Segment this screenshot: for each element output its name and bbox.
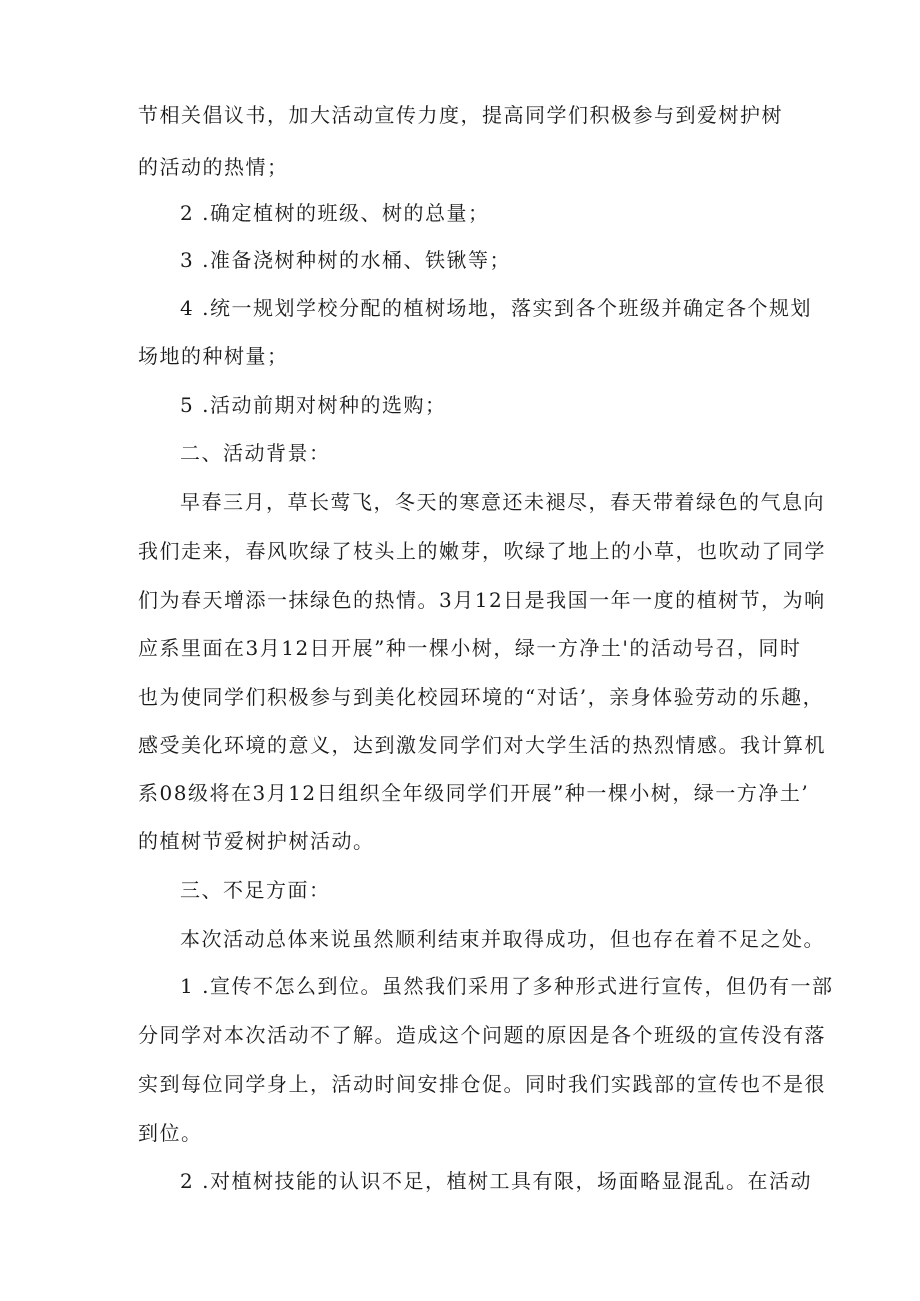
list-item: 1 .宣传不怎么到位。虽然我们采用了多种形式进行宣传，但仍有一部 — [180, 974, 834, 998]
text-line: 实到每位同学身上，活动时间安排仓促。同时我们实践部的宣传也不是很 — [138, 1072, 826, 1096]
list-item: 3 .准备浇树种树的水桶、铁锹等； — [180, 248, 511, 272]
text-line: 分同学对本次活动不了解。造成这个问题的原因是各个班级的宣传没有落 — [138, 1023, 826, 1047]
text-line: 也为使同学们积极参与到美化校园环境的“对话’，亲身体验劳动的乐趣， — [138, 685, 825, 709]
list-item: 2 .确定植树的班级、树的总量； — [180, 201, 490, 225]
text-line: 场地的种树量； — [138, 344, 289, 368]
text-line: 应系里面在3月12日开展”种一棵小树，绿一方净土'的活动号召，同时 — [138, 636, 802, 660]
text-line: 的植树节爱树护树活动。 — [138, 829, 375, 853]
text-line: 系08级将在3月12日组织全年级同学们开展”种一棵小树，绿一方净土’ — [138, 781, 810, 805]
list-item: 2 .对植树技能的认识不足，植树工具有限，场面略显混乱。在活动 — [180, 1169, 812, 1193]
text-line: 们为春天增添一抹绿色的热情。3月12日是我国一年一度的植树节，为响 — [138, 588, 826, 612]
text-line: 早春三月，草长莺飞，冬天的寒意还未褪尽，春天带着绿色的气息向 — [180, 490, 825, 514]
text-line: 本次活动总体来说虽然顺利结束并取得成功，但也存在着不足之处。 — [180, 927, 825, 951]
text-line: 到位。 — [138, 1121, 203, 1145]
text-line: 的活动的热情； — [138, 155, 289, 179]
list-item: 5 .活动前期对树种的选购； — [180, 393, 447, 417]
text-line: 节相关倡议书，加大活动宣传力度，提高同学们积极参与到爱树护树 — [138, 103, 783, 127]
section-heading: 三、不足方面： — [180, 878, 331, 902]
text-line: 我们走来，春风吹绿了枝头上的嫩芽，吹绿了地上的小草，也吹动了同学 — [138, 539, 826, 563]
section-heading: 二、活动背景： — [180, 441, 331, 465]
list-item: 4 .统一规划学校分配的植树场地，落实到各个班级并确定各个规划 — [180, 296, 812, 320]
text-line: 感受美化环境的意义，达到激发同学们对大学生活的热烈情感。我计算机 — [138, 733, 826, 757]
